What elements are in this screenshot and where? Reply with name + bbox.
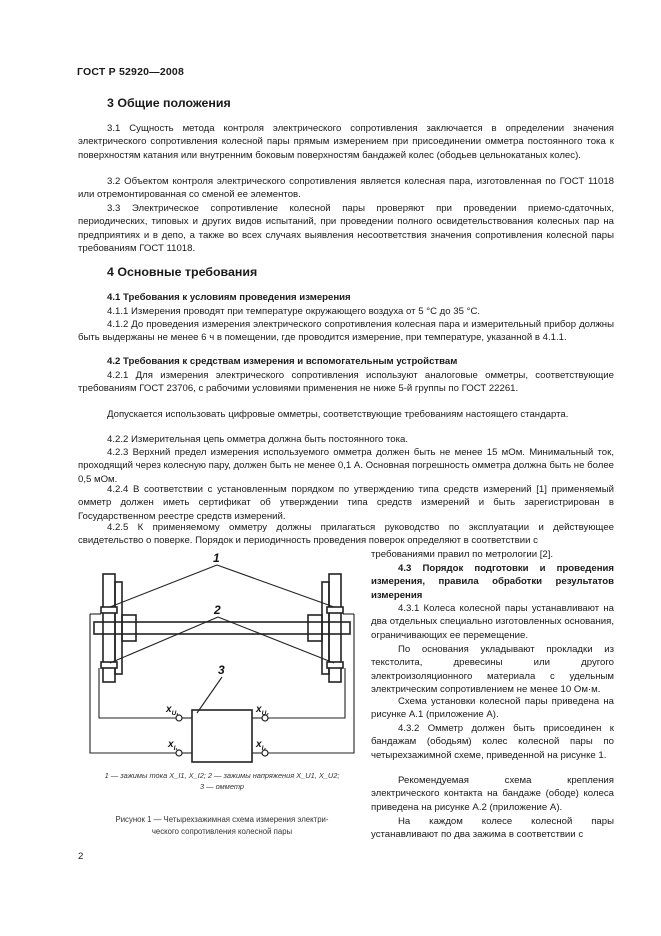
paragraph-4-1-1: 4.1.1 Измерения проводят при температуре окружающего воздуха от 5 °С до 35 °С. (107, 306, 481, 317)
label-3: 3 (218, 663, 225, 677)
subsection-4-1-title: 4.1 Требования к условиям проведения измерения (107, 292, 351, 303)
right-current-clamp (327, 662, 343, 668)
label-xi1: $x_{I_1}$ (168, 739, 178, 752)
wheelset-measurement-diagram (82, 550, 362, 768)
caption-line-2: ческого сопротивления колесной пары (151, 827, 293, 836)
right-hub (308, 615, 322, 641)
label-1: 1 (213, 551, 220, 565)
left-current-clamp (101, 662, 117, 668)
paragraph-4-3-2-c: На каждом колесе колесной пары устанавливают по два зажима в соответствии с (371, 816, 614, 841)
paragraph-4-2-3: 4.2.3 Верхний предел измерения используемого омметра должен быть не менее 15 мОм. Минимальный ток, проходящий через колесную пару, должен быть не менее 0,1 А. Основная погрешность омметра должна быть не более 0,5 мОм. (78, 447, 614, 485)
paragraph-4-3-1: 4.3.1 Колеса колесной пары устанавливают на два отдельных специально изготовленных основания, ограничивающих ее перемещение. (371, 603, 614, 641)
label-xu1: $x_{U_1}$ (166, 704, 179, 717)
paragraph-4-1-2: 4.1.2 До проведения измерения электрического сопротивления колесная пара и измерительный прибор должны быть выдержаны не менее 6 ч в помещении, где проводится измерение, при температуре, указанной в 4.1.1. (78, 319, 614, 344)
label-xi2: $x_{I_2}$ (256, 739, 266, 752)
legend-line-2: 3 — омметр (199, 782, 245, 791)
legend-line-1: 1 — зажимы тока X_I1, X_I2; 2 — зажимы напряжения X_U1, X_U2; (104, 771, 340, 780)
left-voltage-clamp (101, 607, 117, 613)
leader-line-2b (218, 617, 334, 663)
section-3-title: 3 Общие положения (107, 96, 231, 110)
right-voltage-clamp (327, 607, 343, 613)
paragraph-4-3-2-b: Рекомендуемая схема крепления электрического контакта на бандаже (ободе) колеса приведена на рисунке А.2 (приложение А). (371, 775, 614, 813)
subsection-4-2-title: 4.2 Требования к средствам измерения и вспомогательным устройствам (107, 356, 458, 367)
axle (94, 622, 350, 634)
paragraph-3-1: 3.1 Сущность метода контроля электрического сопротивления заключается в определении значения электрического сопротивления колесной пары прямым измерением при присоединении омметра постоянного тока к поверхностям катания или внутренним боковым поверхностям бандажей колес (ободьев цельнокатаных колес). (78, 123, 614, 161)
wire-right-voltage (267, 668, 345, 718)
leader-line-3 (197, 677, 222, 713)
page-number: 2 (78, 851, 84, 862)
figure-caption (80, 814, 364, 838)
subsection-4-3-title: 4.3 Порядок подготовки и проведения измерения, правила обработки результатов измерения (371, 563, 614, 601)
left-hub (122, 615, 136, 641)
paragraph-4-2-4: 4.2.4 В соответствии с установленным порядком по утверждению типа средств измерений [1] применяемый омметр должен иметь сертификат об утверждении типа средств измерений и быть зарегистрирован в Государственном реестре средств измерений. (78, 484, 614, 522)
paragraph-4-2-1-b: Допускается использовать цифровые омметры, соответствующие требованиям настоящего стандарта. (107, 409, 569, 420)
paragraph-4-2-1: 4.2.1 Для измерения электрического сопротивления используют аналоговые омметры, соответствующие требованиям ГОСТ 23706, с рабочими условиями применения не ниже 5-й группы по ГОСТ 22261. (78, 370, 614, 395)
paragraph-4-2-5-cont: требованиями правил по метрологии [2]. (371, 549, 554, 560)
label-xu2: $x_{U_2}$ (256, 704, 269, 717)
leader-line-1b (217, 565, 334, 607)
paragraph-4-2-2: 4.2.2 Измерительная цепь омметра должна быть постоянного тока. (107, 434, 409, 445)
ohmmeter-box (192, 710, 252, 762)
paragraph-4-2-5: 4.2.5 К применяемому омметру должны прилагаться руководство по эксплуатации и действующее свидетельство о поверке. Порядок и периодичность проведения поверок определяют в соответствии с (78, 522, 614, 547)
paragraph-3-3: 3.3 Электрическое сопротивление колесной пары проверяют при проведении приемо-сдаточных, периодических, типовых и других видов испытаний, при проведении полного освидетельствования колесных пар на предприятиях и в депо, а также во всех случаях выявления несоответствия значения сопротивления колесной пары требованиям ГОСТ 11018. (78, 203, 614, 255)
caption-line-1: Рисунок 1 — Четырехзажимная схема измерения электри- (115, 815, 329, 824)
paragraph-4-3-1-b: По основания укладывают прокладки из текстолита, древесины или другого электроизоляционного материала с удельным электрическим сопротивлением не менее 10 Ом·м. (371, 644, 614, 696)
leader-line-2a (110, 617, 218, 663)
paragraph-3-2: 3.2 Объектом контроля электрического сопротивления является колесная пара, изготовленная по ГОСТ 11018 или отремонтированная со сменой ее элементов. (78, 176, 614, 201)
figure-legend (82, 770, 362, 792)
section-4-title: 4 Основные требования (107, 265, 258, 279)
paragraph-4-3-1-c: Схема установки колесной пары приведена на рисунке А.1 (приложение А). (371, 696, 614, 721)
document-header: ГОСТ Р 52920—2008 (77, 66, 185, 78)
label-2: 2 (214, 603, 221, 617)
leader-line-1a (110, 565, 217, 607)
paragraph-4-3-2: 4.3.2 Омметр должен быть присоединен к бандажам (ободьям) колес колесной пары по четырехзажимной схеме, приведенной на рисунке 1. (371, 723, 614, 761)
